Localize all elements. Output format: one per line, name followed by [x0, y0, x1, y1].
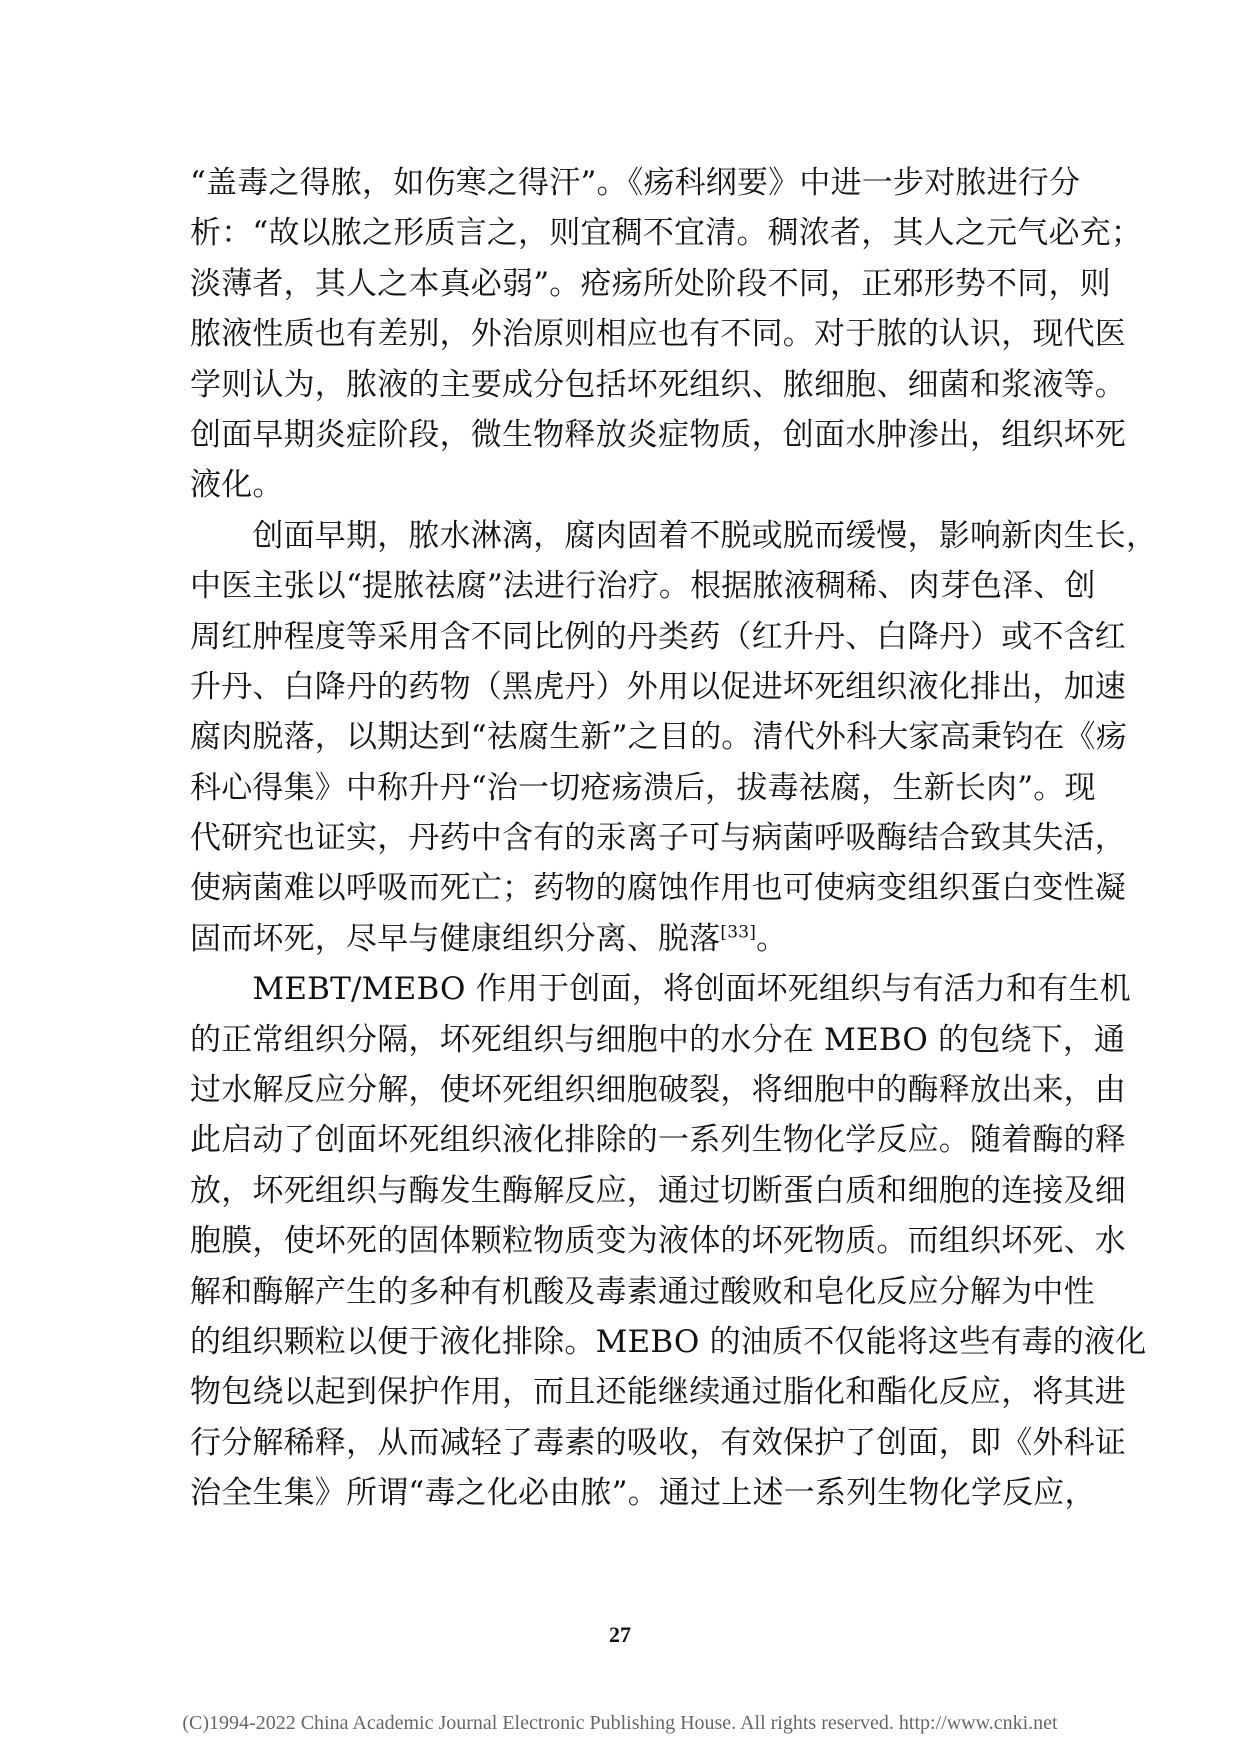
text-line: 此启动了创面坏死组织液化排除的一系列生物化学反应。随着酶的释: [190, 1122, 1126, 1159]
paragraph-1: [190, 158, 1143, 511]
text-line: 创面早期，脓水淋漓，腐肉固着不脱或脱而缓慢，影响新肉生长，: [190, 517, 1158, 554]
document-body: [190, 158, 1158, 1519]
text-line: 的正常组织分隔，坏死组织与细胞中的水分在 MEBO 的包绕下，通: [190, 1021, 1126, 1058]
page-number: 27: [609, 1622, 631, 1647]
text-line: 析：“故以脓之形质言之，则宜稠不宜清。稠浓者，其人之元气必充；: [190, 215, 1143, 252]
text-line: 解和酶解产生的多种有机酸及毒素通过酸败和皂化反应分解为中性: [190, 1273, 1095, 1310]
text-line: 脓液性质也有差别，外治原则相应也有不同。对于脓的认识，现代医: [190, 316, 1126, 353]
text-line-content: 固而坏死，尽早与健康组织分离、脱落: [190, 920, 721, 957]
text-line: 胞膜，使坏死的固体颗粒物质变为液体的坏死物质。而组织坏死、水: [190, 1223, 1126, 1260]
text-line: 代研究也证实，丹药中含有的汞离子可与病菌呼吸酶结合致其失活，: [190, 820, 1126, 857]
text-line: 周红肿程度等采用含不同比例的丹类药（红升丹、白降丹）或不含红: [190, 618, 1126, 655]
text-line: 行分解稀释，从而减轻了毒素的吸收，有效保护了创面，即《外科证: [190, 1424, 1126, 1461]
paragraph-3: [190, 964, 1147, 1518]
paragraph-2: [190, 511, 1158, 965]
text-line: 过水解反应分解，使坏死组织细胞破裂，将细胞中的酶释放出来，由: [190, 1072, 1126, 1109]
text-line: 创面早期炎症阶段，微生物释放炎症物质，创面水肿渗出，组织坏死: [190, 416, 1126, 453]
text-line: 腐肉脱落，以期达到“祛腐生新”之目的。清代外科大家高秉钧在《疡: [190, 719, 1127, 756]
text-line: 的组织颗粒以便于液化排除。MEBO 的油质不仅能将这些有毒的液化: [190, 1323, 1147, 1360]
text-line: [190, 914, 1060, 964]
text-line: 升丹、白降丹的药物（黑虎丹）外用以促进坏死组织液化排出，加速: [190, 668, 1126, 705]
text-line: 物包绕以起到保护作用，而且还能继续通过脂化和酯化反应，将其进: [190, 1374, 1126, 1411]
text-line: 放，坏死组织与酶发生酶解反应，通过切断蛋白质和细胞的连接及细: [190, 1172, 1126, 1209]
text-line: 学则认为，脓液的主要成分包括坏死组织、脓细胞、细菌和浆液等。: [190, 366, 1126, 403]
text-line: MEBT/MEBO 作用于创面，将创面坏死组织与有活力和有生机: [190, 971, 1131, 1008]
text-line: 液化。: [190, 467, 284, 504]
copyright-footer: (C)1994-2022 China Academic Journal Electronic Publishing House. All rights reserved. http://www.cnki.net: [182, 1712, 1058, 1734]
text-line: 科心得集》中称升丹“治一切疮疡溃后，拔毒祛腐，生新长肉”。现: [190, 769, 1096, 806]
text-line: 淡薄者，其人之本真必弱”。疮疡所处阶段不同，正邪形势不同，则: [190, 265, 1111, 302]
text-line: “盖毒之得脓，如伤寒之得汗”。《疡科纲要》中进一步对脓进行分: [190, 165, 1081, 201]
citation-ref: [33]: [720, 922, 757, 943]
text-line: 使病菌难以呼吸而死亡；药物的腐蚀作用也可使病变组织蛋白变性凝: [190, 870, 1126, 907]
text-line-tail: 。: [756, 920, 788, 957]
text-line: 中医主张以“提脓祛腐”法进行治疗。根据脓液稠稀、肉芽色泽、创: [190, 568, 1096, 605]
text-line: 治全生集》所谓“毒之化必由脓”。通过上述一系列生物化学反应，: [190, 1475, 1096, 1512]
